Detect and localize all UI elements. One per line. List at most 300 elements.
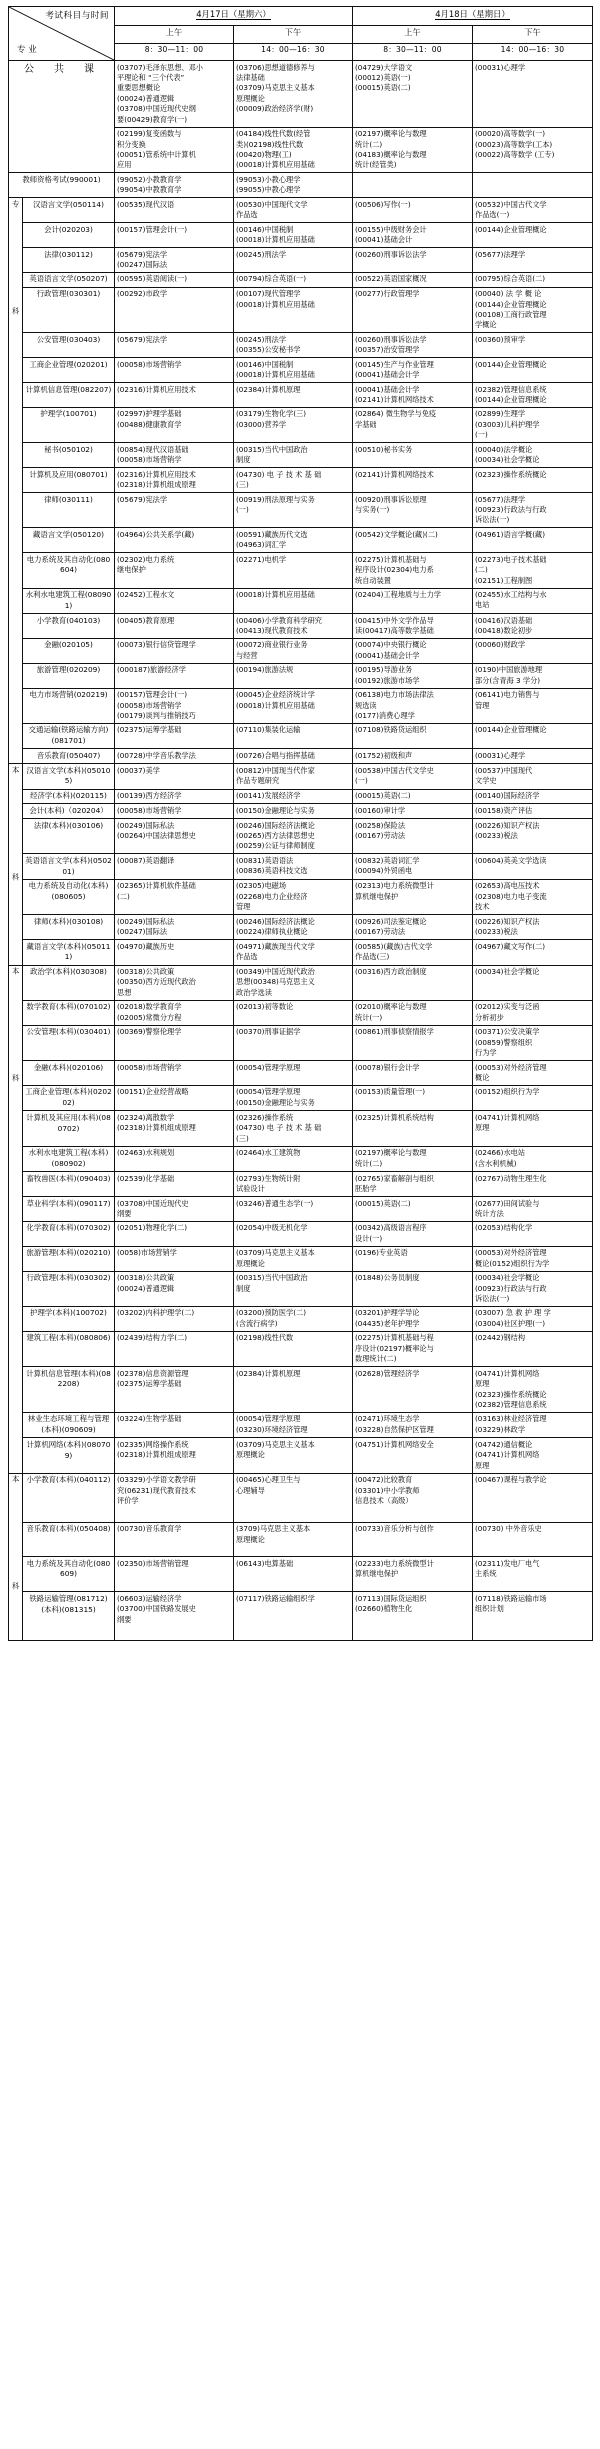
exam-cell-sat-pm: (00919)刑法原理与实务 (一): [234, 493, 353, 528]
exam-cell-sun-pm: (00158)资产评估: [473, 804, 593, 819]
exam-cell-sun-pm: (02323)操作系统概论: [473, 468, 593, 493]
exam-cell-sun-am: (02471)环境生态学 (03228)自然保护区管理: [353, 1412, 473, 1437]
table-row: [9, 1438, 593, 1473]
exam-cell-sun-pm: (04741)计算机网络 原理: [473, 1111, 593, 1146]
exam-cell-sat-am: (00058)市场营销学: [115, 804, 234, 819]
exam-cell-sat-pm: (00465)心理卫生与 心理辅导: [234, 1473, 353, 1522]
major-name-cell: 工商企业管理(本科)(020202): [23, 1085, 115, 1110]
table-row: [9, 1557, 593, 1592]
exam-cell-sun-am: (00258)保险法 (00167)劳动法: [353, 819, 473, 854]
exam-cell-sun-pm: (04967)藏文写作(二): [473, 940, 593, 965]
exam-cell-sat-am: (00073)银行信贷管理学: [115, 638, 234, 663]
exam-cell-sat-am: (00058)市场营销学: [115, 1061, 234, 1086]
major-name-cell: 经济学(本科)(020115): [23, 789, 115, 804]
table-row: [9, 1221, 593, 1246]
exam-cell-sat-am: (02452)工程水文: [115, 588, 234, 613]
header-session-ampm-2: 下午: [234, 25, 353, 43]
exam-cell-sat-pm: (00054)管理学原理 (03230)环境经济管理: [234, 1412, 353, 1437]
exam-cell-sat-am: (02018)数学教育学 (02005)常微分方程: [115, 1000, 234, 1025]
major-name-cell: 计算机信息管理(本科)(082208): [23, 1367, 115, 1413]
table-row: [9, 1331, 593, 1366]
exam-cell-sat-pm: (03706)思想道德修养与 法律基础 (03709)马克思主义基本 原理概论 (00009)政治经济学(财): [234, 61, 353, 128]
exam-cell-sun-pm: (04741)计算机网络 原理 (02323)操作系统概论 (02382)管理信息系统: [473, 1367, 593, 1413]
major-name-cell: 汉语言文学(050114): [23, 198, 115, 223]
exam-cell-sun-pm: (00144)企业管理概论: [473, 223, 593, 248]
exam-cell-sun-pm: (02677)田间试验与 统计方法: [473, 1197, 593, 1222]
exam-cell-sat-am: (03708)中国近现代史 纲要: [115, 1197, 234, 1222]
exam-cell-sun-pm: (00467)课程与教学论: [473, 1473, 593, 1522]
exam-cell-sun-pm: (00034)社会学概论: [473, 965, 593, 1000]
table-row: [9, 915, 593, 940]
exam-cell-sat-am: (03707)毛泽东思想、邓小 平理论和 “三个代表” 重要思想概论 (00024)普通逻辑 (03708)中国近现代史纲 要(00429)教育学(一): [115, 61, 234, 128]
exam-cell-sat-am: (99052)小教教育学 (99054)中教教育学: [115, 173, 234, 198]
exam-cell-sat-am: (05679)宪法学: [115, 333, 234, 358]
exam-cell-sun-am: (00585)(藏族)古代文学 作品选(三): [353, 940, 473, 965]
major-name-cell: 交通运输(铁路运输方向)(081701): [23, 723, 115, 748]
exam-cell-sat-am: (00730)音乐教育学: [115, 1522, 234, 1556]
table-header: [9, 7, 593, 61]
table-row: [9, 1197, 593, 1222]
section-band-label: 本 科: [9, 764, 23, 965]
exam-cell-sun-pm: (00416)汉语基础 (00418)数论初步: [473, 614, 593, 639]
public-course-label: 公 共 课: [9, 61, 115, 173]
exam-cell-sat-pm: (02384)计算机原理: [234, 383, 353, 408]
exam-cell-sat-pm: (00794)综合英语(一): [234, 272, 353, 287]
exam-cell-sat-pm: (02013)初等数论: [234, 1000, 353, 1025]
exam-cell-sun-pm: (06141)电力销售与 管理: [473, 688, 593, 723]
exam-cell-sat-am: (00318)公共政策 (00350)西方近现代政治 思想: [115, 965, 234, 1000]
exam-cell-sat-am: (00157)管理会计(一): [115, 223, 234, 248]
exam-cell-sat-am: (02997)护理学基础 (00488)健康教育学: [115, 407, 234, 442]
exam-cell-sun-am: (00510)秘书实务: [353, 443, 473, 468]
exam-cell-sat-pm: (02198)线性代数: [234, 1331, 353, 1366]
exam-cell-sun-am: (02864) 微生物学与免疫 学基础: [353, 407, 473, 442]
exam-cell-sun-am: (00015)英语(二): [353, 789, 473, 804]
exam-cell-sat-am: (02199)复变函数与 积分变换 (00051)管系统中计算机 应用: [115, 127, 234, 173]
exam-cell-sat-am: (00249)国际私法 (00247)国际法: [115, 915, 234, 940]
exam-cell-sun-am: (00506)写作(一): [353, 198, 473, 223]
major-name-cell: 金融(020105): [23, 638, 115, 663]
exam-cell-sat-am: (06603)运输经济学 (03700)中国铁路发展史 纲要: [115, 1592, 234, 1641]
exam-cell-sun-pm: (03163)林业经济管理 (03229)林政学: [473, 1412, 593, 1437]
exam-cell-sun-am: (00260)刑事诉讼法学: [353, 248, 473, 273]
exam-cell-sat-am: (02378)信息资源管理 (02375)运筹学基础: [115, 1367, 234, 1413]
exam-cell-sat-pm: (00349)中国近现代政治 思想(00348)马克思主义 政治学选读: [234, 965, 353, 1000]
exam-cell-sun-pm: (02466)水电站 (含水利机械): [473, 1146, 593, 1171]
exam-cell-sun-pm: (00053)对外经济管理 概论: [473, 1061, 593, 1086]
table-row: [9, 287, 593, 333]
exam-cell-sun-pm: (00031)心理学: [473, 61, 593, 128]
section-band-label: 本 科: [9, 965, 23, 1473]
table-row: [9, 1025, 593, 1060]
major-name-cell: 水利水电建筑工程(本科)(080902): [23, 1146, 115, 1171]
exam-cell-sat-pm: (02305)电磁场 (02268)电力企业经济 管理: [234, 879, 353, 914]
exam-cell-sat-pm: (02384)计算机原理: [234, 1367, 353, 1413]
exam-cell-sun-am: (00538)中国古代文学史 (一): [353, 764, 473, 789]
exam-cell-sun-pm: (02442)钢结构: [473, 1331, 593, 1366]
major-name-cell: 畜牧兽医(本科)(090403): [23, 1172, 115, 1197]
major-name-cell: 电力市场营销(020219): [23, 688, 115, 723]
table-row: [9, 1172, 593, 1197]
major-name-cell: 汉语言文学(本科)(050105): [23, 764, 115, 789]
exam-cell-sun-pm: (04961)语言学概(藏): [473, 528, 593, 553]
exam-cell-sun-pm: (00604)英美文学选读: [473, 854, 593, 879]
exam-cell-sat-pm: (00530)中国现代文学 作品选: [234, 198, 353, 223]
exam-cell-sun-am: (00926)司法鉴定概论 (00167)劳动法: [353, 915, 473, 940]
exam-cell-sun-pm: (00053)对外经济管理 概论(0152)组织行为学: [473, 1246, 593, 1271]
exam-cell-sun-am: (02628)管理经济学: [353, 1367, 473, 1413]
table-row: [9, 1146, 593, 1171]
exam-cell-sat-pm: (00246)国际经济法概论 (00224)律师执业概论: [234, 915, 353, 940]
exam-cell-sun-am: (02197)概率论与数理 统计(二) (04183)概率论与数理 统计(经管类): [353, 127, 473, 173]
major-name-cell: 化学教育(本科)(070302): [23, 1221, 115, 1246]
exam-cell-sat-pm: (03200)预防医学(二) (含流行病学): [234, 1306, 353, 1331]
exam-cell-sun-pm: (04742)通信概论 (04741)计算机网络 原理: [473, 1438, 593, 1473]
exam-cell-sun-am: (0196)专业英语: [353, 1246, 473, 1271]
exam-cell-sun-am: (07108)铁路货运组织: [353, 723, 473, 748]
exam-cell-sat-pm: (07117)铁路运输组织学: [234, 1592, 353, 1641]
major-name-cell: 律师(030111): [23, 493, 115, 528]
exam-cell-sun-am: (02197)概率论与数理 统计(二): [353, 1146, 473, 1171]
exam-cell-sat-am: (02365)计算机软件基础 (二): [115, 879, 234, 914]
exam-cell-sun-pm: (0190)中国旅游地理 部分(含青海 3 学分): [473, 663, 593, 688]
table-row: [9, 965, 593, 1000]
exam-cell-sat-pm: (03709)马克思主义基本 原理概论: [234, 1438, 353, 1473]
exam-cell-sun-am: (00415)中外文学作品导 读(00417)高等数学基础: [353, 614, 473, 639]
header-session-time-2: 14：00—16：30: [234, 43, 353, 60]
exam-cell-sat-pm: (00246)国际经济法概论 (00265)西方法律思想史 (00259)公证与律师制度: [234, 819, 353, 854]
exam-cell-sat-pm: (03709)马克思主义基本 原理概论: [234, 1246, 353, 1271]
exam-cell-sat-pm: (00315)当代中国政治 制度: [234, 443, 353, 468]
table-row: [9, 804, 593, 819]
major-name-cell: 律师(本科)(030108): [23, 915, 115, 940]
exam-cell-sat-am: (03202)内科护理学(二): [115, 1306, 234, 1331]
exam-cell-sat-pm: (00072)商业银行业务 与经营: [234, 638, 353, 663]
exam-cell-sat-pm: (00812)中国现当代作家 作品专题研究: [234, 764, 353, 789]
exam-cell-sun-am: (00260)刑事诉讼法学 (00357)治安管理学: [353, 333, 473, 358]
exam-cell-sat-pm: (00245)刑法学 (00355)公安秘书学: [234, 333, 353, 358]
exam-cell-sun-pm: (00034)社会学概论 (00923)行政法与行政 诉讼法(一): [473, 1271, 593, 1306]
major-name-cell: 法律(本科)(030106): [23, 819, 115, 854]
exam-cell-sun-pm: (00040)法学概论 (00034)社会学概论: [473, 443, 593, 468]
table-row: [9, 383, 593, 408]
exam-cell-sat-am: (00535)现代汉语: [115, 198, 234, 223]
exam-cell-sat-pm: (3709)马克思主义基本 原理概论: [234, 1522, 353, 1556]
major-name-cell: 电力系统及其自动化(080604): [23, 553, 115, 588]
major-name-cell: 小学教育(本科)(040112): [23, 1473, 115, 1522]
exam-cell-sun-pm: [473, 173, 593, 198]
exam-cell-sun-pm: (05677)法理学 (00923)行政法与行政 诉讼法(一): [473, 493, 593, 528]
exam-cell-sat-am: (04964)公共关系学(藏): [115, 528, 234, 553]
exam-cell-sun-am: (00832)英语词汇学 (00094)外贸函电: [353, 854, 473, 879]
exam-cell-sun-am: (02313)电力系统微型计 算机继电保护: [353, 879, 473, 914]
table-row: [9, 1522, 593, 1556]
major-name-cell: 数学教育(本科)(070102): [23, 1000, 115, 1025]
major-name-cell: 林业生态环境工程与管理(本科)(090609): [23, 1412, 115, 1437]
exam-cell-sun-am: (02010)概率论与数理 统计(一): [353, 1000, 473, 1025]
major-name-cell: 英语语言文学(050207): [23, 272, 115, 287]
header-day-2: 4月18日（星期日）: [353, 7, 593, 26]
table-row: [9, 1111, 593, 1146]
exam-cell-sat-am: (00728)中学音乐教学法: [115, 749, 234, 764]
table-row: [9, 198, 593, 223]
table-row: [9, 940, 593, 965]
exam-cell-sat-pm: (00141)发展经济学: [234, 789, 353, 804]
exam-cell-sun-pm: (02273)电子技术基础 (二) (02151)工程制图: [473, 553, 593, 588]
exam-cell-sun-pm: (02053)结构化学: [473, 1221, 593, 1246]
exam-cell-sat-pm: (00054)管理学原理 (00150)金融理论与实务: [234, 1085, 353, 1110]
exam-cell-sat-pm: (00146)中国税制 (00018)计算机应用基础: [234, 223, 353, 248]
exam-cell-sat-pm: (00245)刑法学: [234, 248, 353, 273]
exam-cell-sat-pm: (00054)管理学原理: [234, 1061, 353, 1086]
exam-cell-sat-pm: (00591)藏族历代文选 (04963)词汇学: [234, 528, 353, 553]
exam-cell-sat-pm: (00150)金融理论与实务: [234, 804, 353, 819]
major-name-cell: 电力系统及其自动化(080609): [23, 1557, 115, 1592]
exam-cell-sun-am: (04751)计算机网络安全: [353, 1438, 473, 1473]
exam-cell-sat-am: (00405)教育原理: [115, 614, 234, 639]
exam-cell-sun-pm: (00144)企业管理概论: [473, 723, 593, 748]
table-row: [9, 443, 593, 468]
exam-cell-sat-am: (00058)市场营销学: [115, 358, 234, 383]
exam-cell-sat-am: (00139)西方经济学: [115, 789, 234, 804]
major-name-cell: 会计(本科)（020204）: [23, 804, 115, 819]
exam-cell-sun-pm: (02455)水工结构与水 电站: [473, 588, 593, 613]
exam-cell-sun-am: (00472)比较教育 (03301)中小学教师 信息技术（高级）: [353, 1473, 473, 1522]
exam-cell-sun-am: (02275)计算机基础与 程序设计(02304)电力系 统自动装置: [353, 553, 473, 588]
exam-cell-sun-am: [353, 173, 473, 198]
exam-cell-sun-pm: (00031)心理学: [473, 749, 593, 764]
table-row: [9, 173, 593, 198]
exam-cell-sun-am: (00733)音乐分析与创作: [353, 1522, 473, 1556]
exam-cell-sun-am: (02141)计算机网络技术: [353, 468, 473, 493]
exam-cell-sat-am: (05679)宪法学: [115, 493, 234, 528]
exam-cell-sun-am: (03201)护理学导论 (04435)老年护理学: [353, 1306, 473, 1331]
exam-cell-sat-pm: (00370)刑事证据学: [234, 1025, 353, 1060]
exam-cell-sat-am: (0058)市场营销学: [115, 1246, 234, 1271]
table-row: [9, 614, 593, 639]
exam-cell-sat-pm: (00194)旅游法规: [234, 663, 353, 688]
exam-cell-sun-pm: (00020)高等数学(一) (00023)高等数学(工本) (00022)高等数学 (工专): [473, 127, 593, 173]
table-row: [9, 553, 593, 588]
exam-cell-sat-am: (00854)现代汉语基础 (00058)市场营销学: [115, 443, 234, 468]
table-row: [9, 854, 593, 879]
table-row: [9, 1592, 593, 1641]
major-name-cell: 音乐教育(本科)(050408): [23, 1522, 115, 1556]
exam-cell-sat-am: (00087)英语翻译: [115, 854, 234, 879]
header-day-1: 4月17日（星期六）: [115, 7, 353, 26]
major-name-cell: 铁路运输管理(081712)(本科)(081315): [23, 1592, 115, 1641]
exam-cell-sun-am: (04729)大学语文 (00012)英语(一) (00015)英语(二): [353, 61, 473, 128]
exam-cell-sun-am: (00153)质量管理(一): [353, 1085, 473, 1110]
exam-cell-sun-pm: (02653)高电压技术 (02308)电力电子变流 技术: [473, 879, 593, 914]
exam-cell-sat-am: (00595)英语阅读(一): [115, 272, 234, 287]
exam-cell-sat-pm: (04184)线性代数(经管 类)(02198)线性代数 (00420)物理(工) (00018)计算机应用基础: [234, 127, 353, 173]
major-name-cell: 计算机网络(本科)(080709): [23, 1438, 115, 1473]
exam-cell-sun-am: (01752)初级和声: [353, 749, 473, 764]
major-name-cell: 工商企业管理(020201): [23, 358, 115, 383]
exam-cell-sun-am: (07113)国际货运组织 (02660)植物生化: [353, 1592, 473, 1641]
exam-cell-sun-pm: (02012)实变与泛函 分析初步: [473, 1000, 593, 1025]
table-row: [9, 1412, 593, 1437]
exam-cell-sun-am: (00145)生产与作业管理 (00041)基础会计学: [353, 358, 473, 383]
exam-cell-sat-am: (03224)生物学基础: [115, 1412, 234, 1437]
major-name-cell: 护理学(本科)(100702): [23, 1306, 115, 1331]
exam-cell-sat-pm: (00045)企业经济统计学 (00018)计算机应用基础: [234, 688, 353, 723]
table-row: [9, 819, 593, 854]
table-row: [9, 749, 593, 764]
table-row: [9, 663, 593, 688]
table-row: [9, 789, 593, 804]
table-body: [9, 61, 593, 1641]
table-row: [9, 468, 593, 493]
exam-cell-sat-am: (00249)国际私法 (00264)中国法律思想史: [115, 819, 234, 854]
table-row: [9, 688, 593, 723]
exam-cell-sun-pm: (00140)国际经济学: [473, 789, 593, 804]
exam-cell-sat-pm: (07110)集装化运输: [234, 723, 353, 748]
major-name-cell: 小学教育(040103): [23, 614, 115, 639]
exam-cell-sun-pm: (02311)发电厂电气 主系统: [473, 1557, 593, 1592]
table-row: [9, 333, 593, 358]
exam-cell-sun-pm: (02767)动物生理生化: [473, 1172, 593, 1197]
exam-cell-sat-am: (00037)美学: [115, 764, 234, 789]
exam-cell-sun-am: (00155)中级财务会计 (00041)基础会计: [353, 223, 473, 248]
exam-cell-sun-pm: (00537)中国现代 文学史: [473, 764, 593, 789]
exam-cell-sat-pm: (02326)操作系统 (04730) 电 子 技 术 基 础 (三): [234, 1111, 353, 1146]
exam-cell-sun-am: (00160)审计学: [353, 804, 473, 819]
exam-cell-sat-pm: (00146)中国税制 (00018)计算机应用基础: [234, 358, 353, 383]
table-row: [9, 588, 593, 613]
table-row: [9, 272, 593, 287]
exam-cell-sun-am: (06138)电力市场法律法 规选读 (0177)消费心理学: [353, 688, 473, 723]
header-subject-time-label: 考试科目与时间: [45, 11, 109, 21]
exam-cell-sun-am: (00542)文学概论(藏)(二): [353, 528, 473, 553]
exam-cell-sat-pm: (03179)生物化学(三) (03000)营养学: [234, 407, 353, 442]
major-name-cell: 藏语言文学(050120): [23, 528, 115, 553]
exam-cell-sat-pm: (00726)合唱与指挥基础: [234, 749, 353, 764]
exam-cell-sat-pm: (00107)现代管理学 (00018)计算机应用基础: [234, 287, 353, 333]
exam-cell-sun-am: (00342)高级语言程序 设计(一): [353, 1221, 473, 1246]
major-name-cell: 音乐教育(050407): [23, 749, 115, 764]
exam-cell-sat-am: (02302)电力系统 继电保护: [115, 553, 234, 588]
exam-cell-sat-am: (02316)计算机应用技术 (02318)计算机组成原理: [115, 468, 234, 493]
major-name-cell: 草业科学(本科)(090117): [23, 1197, 115, 1222]
exam-cell-sat-pm: (04971)藏族现当代文学 作品选: [234, 940, 353, 965]
table-row: [9, 1000, 593, 1025]
table-row: [9, 1246, 593, 1271]
table-row: [9, 1271, 593, 1306]
header-corner-cell: [9, 7, 115, 61]
table-row: [9, 1367, 593, 1413]
table-row: [9, 528, 593, 553]
table-row: [9, 764, 593, 789]
table-row: [9, 493, 593, 528]
table-row: [9, 223, 593, 248]
exam-cell-sun-am: (02325)计算机系统结构: [353, 1111, 473, 1146]
table-row: [9, 879, 593, 914]
table-row: [9, 1306, 593, 1331]
exam-cell-sat-pm: (00406)小学教育科学研究 (00413)现代教育技术: [234, 614, 353, 639]
exam-cell-sat-pm: (00315)当代中国政治 制度: [234, 1271, 353, 1306]
exam-cell-sat-pm: (04730) 电 子 技 术 基 础 (三): [234, 468, 353, 493]
table-row: [9, 1085, 593, 1110]
exam-cell-sat-am: (02539)化学基础: [115, 1172, 234, 1197]
exam-cell-sun-pm: (00795)综合英语(二): [473, 272, 593, 287]
exam-cell-sun-am: (00041)基础会计学 (02141)计算机网络技术: [353, 383, 473, 408]
exam-cell-sat-am: (02463)水利规划: [115, 1146, 234, 1171]
exam-cell-sun-pm: (00144)企业管理概论: [473, 358, 593, 383]
major-name-cell: 水利水电建筑工程(080901): [23, 588, 115, 613]
header-session-ampm-1: 上午: [115, 25, 234, 43]
exam-cell-sat-am: (05679)宪法学 (00247)国际法: [115, 248, 234, 273]
exam-cell-sat-pm: (03246)普通生态学(一): [234, 1197, 353, 1222]
exam-cell-sat-pm: (06143)电算基础: [234, 1557, 353, 1592]
exam-cell-sat-am: (04970)藏族历史: [115, 940, 234, 965]
major-name-cell: 计算机信息管理(082207): [23, 383, 115, 408]
section-band-label: 本 科: [9, 1473, 23, 1641]
header-session-time-4: 14：00—16：30: [473, 43, 593, 60]
exam-cell-sun-pm: (00060)财政学: [473, 638, 593, 663]
major-name-cell: 会计(020203): [23, 223, 115, 248]
exam-cell-sun-pm: (00532)中国古代文学 作品选(一): [473, 198, 593, 223]
exam-cell-sun-pm: (00360)预审学: [473, 333, 593, 358]
table-row: [9, 407, 593, 442]
major-name-cell: 英语语言文学(本科)(050201): [23, 854, 115, 879]
exam-cell-sat-am: (02324)离散数学 (02318)计算机组成原理: [115, 1111, 234, 1146]
table-row: [9, 61, 593, 128]
exam-cell-sun-am: (00078)银行会计学: [353, 1061, 473, 1086]
exam-cell-sat-pm: (00018)计算机应用基础: [234, 588, 353, 613]
major-name-cell: 金融(本科)(020106): [23, 1061, 115, 1086]
major-name-cell: 政治学(本科)(030308): [23, 965, 115, 1000]
exam-cell-sat-am: (02439)结构力学(二): [115, 1331, 234, 1366]
major-name-cell: 法律(030112): [23, 248, 115, 273]
exam-cell-sun-pm: (07118)铁路运输市场 组织计划: [473, 1592, 593, 1641]
major-name-cell: 行政管理(本科)(030302): [23, 1271, 115, 1306]
exam-cell-sat-am: (00318)公共政策 (00024)普通逻辑: [115, 1271, 234, 1306]
exam-cell-sun-pm: (03007) 急 救 护 理 学 (03004)社区护理(一): [473, 1306, 593, 1331]
exam-cell-sat-pm: (02054)中级无机化学: [234, 1221, 353, 1246]
table-row: [9, 1061, 593, 1086]
exam-cell-sun-am: (00195)导游业务 (00192)旅游市场学: [353, 663, 473, 688]
major-name-cell: 公安管理(030403): [23, 333, 115, 358]
exam-cell-sun-am: (02404)工程地质与土力学: [353, 588, 473, 613]
exam-cell-sat-am: (00369)警察伦理学: [115, 1025, 234, 1060]
header-session-time-3: 8：30—11：00: [353, 43, 473, 60]
exam-cell-sun-am: (00861)刑事侦察情报学: [353, 1025, 473, 1060]
exam-cell-sun-am: (01848)公务员制度: [353, 1271, 473, 1306]
exam-cell-sat-am: (02335)网络操作系统 (02318)计算机组成原理: [115, 1438, 234, 1473]
exam-cell-sun-pm: (05677)法理学: [473, 248, 593, 273]
major-name-cell: 计算机及应用(080701): [23, 468, 115, 493]
exam-cell-sun-am: (00015)英语(二): [353, 1197, 473, 1222]
major-name-cell: 秘书(050102): [23, 443, 115, 468]
exam-cell-sun-am: (02765)家畜解剖与组织 胚胎学: [353, 1172, 473, 1197]
header-major-label: 专业: [17, 44, 40, 55]
table-row: [9, 358, 593, 383]
exam-cell-sat-am: (02350)市场营销管理: [115, 1557, 234, 1592]
major-name-cell: 藏语言文学(本科)(050111): [23, 940, 115, 965]
exam-schedule-table: [8, 6, 593, 1641]
exam-cell-sun-pm: (00152)组织行为学: [473, 1085, 593, 1110]
header-session-time-1: 8：30—11：00: [115, 43, 234, 60]
exam-cell-sat-am: (03329)小学语文教学研 究(06231)现代教育技术 评价学: [115, 1473, 234, 1522]
exam-cell-sun-am: (02233)电力系统微型计 算机继电保护: [353, 1557, 473, 1592]
exam-cell-sat-pm: (00831)英语语法 (00836)英语科技文选: [234, 854, 353, 879]
exam-cell-sun-am: (00316)西方政治制度: [353, 965, 473, 1000]
exam-cell-sat-pm: (02464)水工建筑物: [234, 1146, 353, 1171]
major-name-cell: 建筑工程(本科)(080806): [23, 1331, 115, 1366]
exam-cell-sat-am: (02051)物理化学(二): [115, 1221, 234, 1246]
